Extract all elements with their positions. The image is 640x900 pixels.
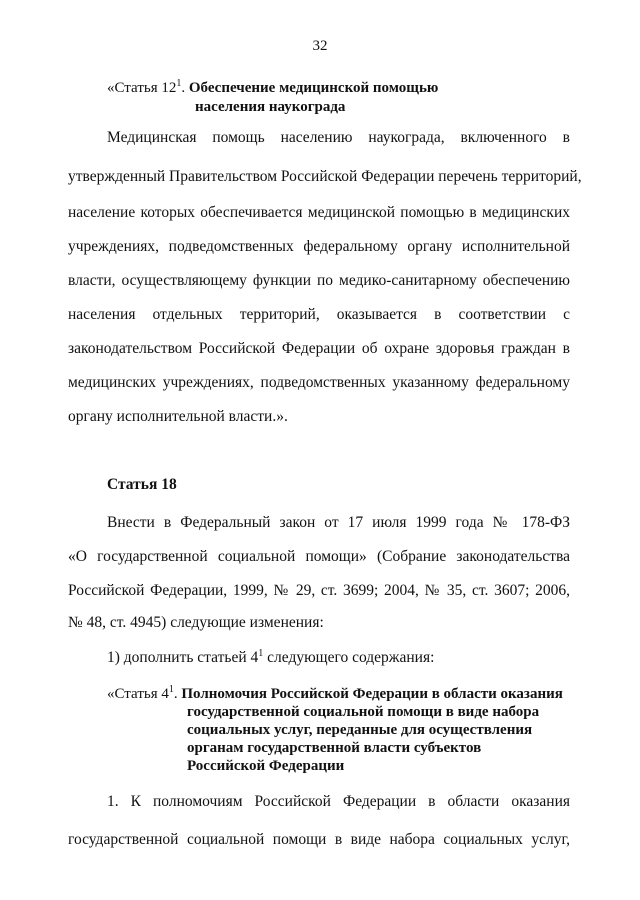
article-12-1-heading [107, 78, 438, 98]
article-4-1-title-line: государственной социальной помощи в виде набора [187, 704, 540, 720]
article-4-1-prefix: «Статья 4 [107, 686, 169, 702]
paragraph-2-line: № 48, ст. 4945) следующие изменения: [68, 614, 324, 631]
article-12-1-heading-cont [195, 97, 345, 117]
article-4-1-sup: 1 [168, 684, 174, 695]
paragraph-1-line: законодательством Российской Федерации об охране здоровья граждан в [68, 340, 570, 357]
article-4-1-title-line: органам государственной власти субъектов [187, 740, 482, 756]
paragraph-1-line: медицинских учреждениях, подведомственных указанному федеральному [68, 374, 570, 391]
paragraph-2-line: Российской Федерации, 1999, № 29, ст. 3699; 2004, № 35, ст. 3607; 2006, [68, 582, 570, 599]
paragraph-2-line: «О государственной социальной помощи» (Собрание законодательства [68, 548, 570, 565]
article-12-1-dot: . [181, 80, 186, 96]
paragraph-3-line: 1. К полномочиям Российской Федерации в области оказания [107, 793, 570, 810]
article-18-heading: Статья 18 [107, 476, 177, 493]
paragraph-1-line: население которых обеспечивается медицинской помощью в медицинских [68, 204, 570, 221]
paragraph-1-line: Медицинская помощь населению наукограда, включенного в [107, 129, 570, 146]
paragraph-1-line: органу исполнительной власти.». [68, 408, 288, 425]
article-4-1-title-line: социальных услуг, переданные для осуществления [187, 722, 533, 738]
paragraph-2-line: Внести в Федеральный закон от 17 июля 1999 года № 178-ФЗ [107, 514, 570, 531]
page-number: 32 [312, 38, 328, 54]
item-1-text-after: следующего содержания: [263, 649, 435, 666]
article-4-1-title-line: Российской Федерации [187, 758, 345, 774]
article-4-1-title-line: Полномочия Российской Федерации в области оказания [181, 686, 563, 702]
article-12-1-title-line1: Обеспечение медицинской помощью [188, 80, 439, 96]
article-4-1-dot: . [173, 686, 178, 702]
item-1-sup: 1 [258, 648, 264, 659]
article-4-1-heading [107, 684, 563, 704]
paragraph-1-line: населения отдельных территорий, оказывается в соответствии с [68, 306, 570, 323]
paragraph-3-line: государственной социальной помощи в виде набора социальных услуг, [68, 831, 570, 848]
paragraph-1-line: власти, осуществляющему функции по медико-санитарному обеспечению [68, 272, 570, 289]
item-1 [107, 648, 570, 668]
paragraph-1-line: учреждениях, подведомственных федеральному органу исполнительной [68, 238, 570, 255]
article-12-1-sup: 1 [176, 78, 182, 89]
item-1-text-before: 1) дополнить статьей 4 [107, 649, 259, 666]
paragraph-1-line: утвержденный Правительством Российской Федерации перечень территорий, [68, 168, 582, 185]
article-12-1-title-line2: населения наукограда [195, 99, 346, 115]
article-12-1-prefix: «Статья 12 [107, 80, 177, 96]
